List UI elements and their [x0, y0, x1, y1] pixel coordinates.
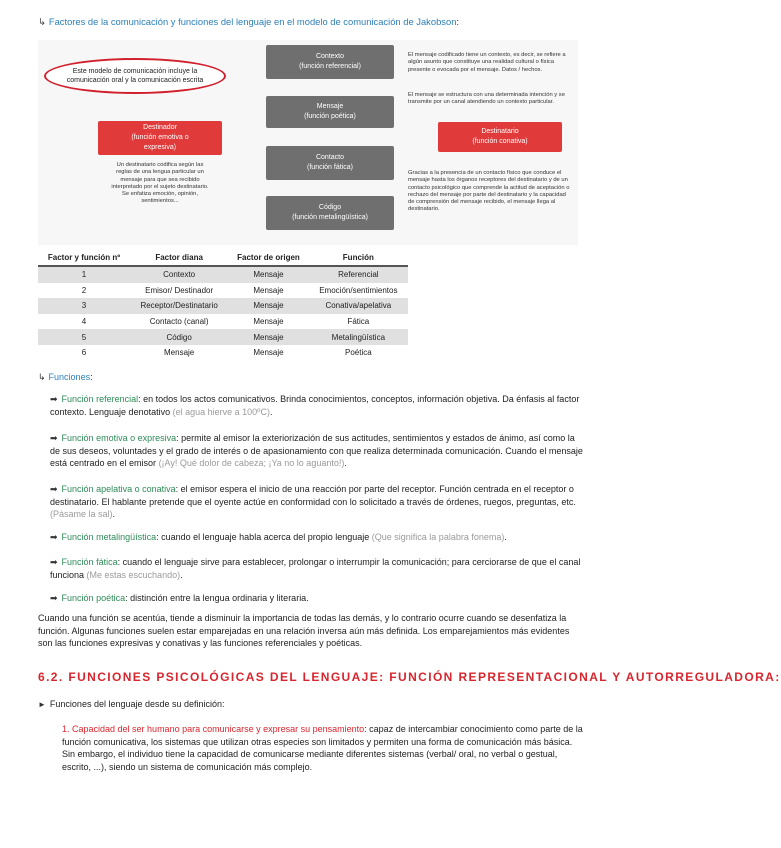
table-cell: Mensaje	[228, 283, 308, 299]
table-cell: Contacto (canal)	[130, 314, 228, 330]
arrow-right-icon: ➡	[50, 557, 58, 567]
section-title: 6.2. FUNCIONES PSICOLÓGICAS DEL LENGUAJE: FUNCIÓN REPRESENTACIONAL Y AUTORREGULADORA:	[38, 670, 781, 684]
model-note-oval: Este modelo de comunicación incluye la comunicación oral y la comunicación escrita	[44, 58, 226, 94]
table-cell: 4	[38, 314, 130, 330]
table-header: Factor y función nº	[38, 250, 130, 266]
table-cell: 3	[38, 298, 130, 314]
arrow-right-icon: ➡	[50, 484, 58, 494]
table-row	[38, 345, 408, 361]
bullet-fatica: ➡ Función fática: cuando el lenguaje sirve para establecer, prolongar o interrumpir la comunicación; para cerciorarse de que el canal funciona (Me estas escuchando).	[50, 557, 581, 580]
table-cell: Contexto	[130, 266, 228, 283]
table-row	[38, 329, 408, 345]
table-cell: Mensaje	[228, 329, 308, 345]
destinador-note: Un destinatario codifica según las reglas de una lengua particular un mensaje para que sea recibido interpretado por el sujeto destinatario. Se enfatiza emoción, opinión, sentimientos...	[111, 162, 209, 205]
table-cell: Mensaje	[228, 298, 308, 314]
table-row	[38, 314, 408, 330]
table-header-row	[38, 250, 408, 266]
table-header: Función	[309, 250, 408, 266]
table-cell: 1	[38, 266, 130, 283]
table-cell: Conativa/apelativa	[309, 298, 408, 314]
arrow-right-icon: ➡	[50, 394, 58, 404]
contexto-note: El mensaje codificado tiene un contexto, es decir, se refiere a algún asunto que constituye una realidad cultural o física presente o evocada por el mensaje. Datos / hechos.	[408, 52, 566, 73]
table-cell: Poética	[309, 345, 408, 361]
contexto-box: Contexto (función referencial)	[266, 45, 394, 79]
contacto-note: Gracias a la presencia de un contacto físico que conduce el mensaje hasta los órganos receptores del destinatario y de un contacto psicológico que comprende la actitud de aceptación o rechazo del mensaje por parte del destinatario y la capacidad de comprensión del mensaje recibido, el mensaje llega al destinatario.	[408, 170, 570, 213]
corner-arrow-icon: ↳	[38, 16, 46, 27]
table-cell: 5	[38, 329, 130, 345]
table-header: Factor diana	[130, 250, 228, 266]
codigo-box: Código (función metalingüística)	[266, 196, 394, 230]
triangle-right-icon: ►	[38, 700, 46, 709]
capacity-paragraph: 1. Capacidad del ser humano para comunicarse y expresar su pensamiento: capaz de intercambiar conocimiento como parte de la función comunicativa, los sistemas que utilizan otras especies son limitados y permiten una forma de comunicación más básica. Sin embargo, el individuo tiene la capacidad de comunicarse mediante diferentes sistemas (verbal/ oral, no verbal o gestual, escrito, ...), siendo un sistema de comunicación más complejo.	[62, 724, 583, 772]
bullet-referencial: ➡ Función referencial: en todos los actos comunicativos. Brinda conocimientos, conceptos, información objetiva. Da énfasis al factor contexto. Lenguaje denotativo (el agua hierve a 100ºC).	[50, 394, 580, 417]
bullet-apelativa: ➡ Función apelativa o conativa: el emisor espera el inicio de una reacción por parte del receptor. Función centrada en el receptor o destinatario. El hablante pretende que el oyente actúe en conformidad con lo solicitado a través de órdenes, ruegos, preguntas, etc. (Pásame la sal).	[50, 484, 576, 520]
table-cell: Emoción/sentimientos	[309, 283, 408, 299]
table-cell: 2	[38, 283, 130, 299]
mensaje-note: El mensaje se estructura con una determinada intención y se transmite por un canal atendiendo un contexto particular.	[408, 92, 565, 106]
destinador-box: Destinador (función emotiva o expresiva)	[98, 121, 222, 155]
table-cell: Fática	[309, 314, 408, 330]
summary-paragraph: Cuando una función se acentúa, tiende a disminuir la importancia de todas las demás, y lo contrario ocurre cuando se desenfatiza la función. Algunas funciones suelen estar emparejadas en una relación inversa aún más definida. Los emparejamientos más evidentes son las funciones expresivas y conativas y las funciones referenciales y poéticas.	[38, 613, 570, 649]
jakobson-diagram	[38, 40, 578, 245]
bullet-poetica: ➡ Función poética: distinción entre la lengua ordinaria y literaria.	[50, 593, 309, 603]
table-cell: Código	[130, 329, 228, 345]
contacto-box: Contacto (función fática)	[266, 146, 394, 180]
corner-arrow-icon: ↳	[38, 372, 46, 382]
table-row	[38, 298, 408, 314]
table-cell: Metalingüística	[309, 329, 408, 345]
table-cell: Mensaje	[228, 345, 308, 361]
table-cell: Mensaje	[130, 345, 228, 361]
table-cell: Mensaje	[228, 314, 308, 330]
funciones-heading: ↳ Funciones:	[38, 372, 93, 382]
table-cell: Receptor/Destinatario	[130, 298, 228, 314]
table-cell: Referencial	[309, 266, 408, 283]
arrow-right-icon: ➡	[50, 532, 58, 542]
bullet-emotiva: ➡ Función emotiva o expresiva: permite al emisor la exteriorización de sus actitudes, sentimientos y estados de ánimo, así como la de sus deseos, voluntades y el grado de interés o de apasionamiento con que realiza determinada comunicación. Cuando el mensaje está centrado en el emisor (¡Ay! Qué dolor de cabeza; ¡Ya no lo aguanto!).	[50, 433, 583, 469]
arrow-right-icon: ➡	[50, 433, 58, 443]
bullet-metalinguistica: ➡ Función metalingüística: cuando el lenguaje habla acerca del propio lenguaje (Que significa la palabra fonema).	[50, 532, 507, 542]
diagram-heading: ↳ Factores de la comunicación y funciones del lenguaje en el modelo de comunicación de Jakobson:	[38, 16, 460, 27]
table-row	[38, 266, 408, 283]
table-cell: 6	[38, 345, 130, 361]
table-cell: Emisor/ Destinador	[130, 283, 228, 299]
table-header: Factor de origen	[228, 250, 308, 266]
table-cell: Mensaje	[228, 266, 308, 283]
factors-table	[38, 250, 408, 361]
table-row	[38, 283, 408, 299]
mensaje-box: Mensaje (función poética)	[266, 96, 394, 128]
subheading: ► Funciones del lenguaje desde su definición:	[38, 699, 225, 709]
arrow-right-icon: ➡	[50, 593, 58, 603]
destinatario-box: Destinatario (función conativa)	[438, 122, 562, 152]
